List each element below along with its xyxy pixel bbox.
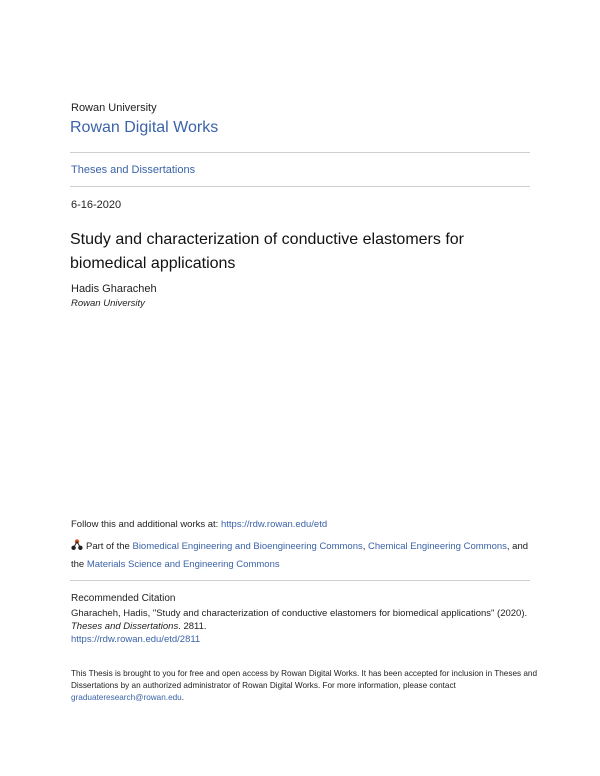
part-of-commons — [71, 539, 541, 573]
part-of-prefix: Part of the — [86, 541, 133, 552]
citation-body: Gharacheh, Hadis, "Study and characterization of conductive elastomers for biomedical applications" (2020). — [71, 608, 528, 619]
chemical-commons-link[interactable]: Chemical Engineering Commons — [368, 541, 507, 552]
separator: , and the — [71, 541, 529, 570]
collection-url-link[interactable]: https://rdw.rowan.edu/etd — [220, 519, 328, 530]
citation-text — [71, 607, 541, 646]
citation-series: Theses and Dissertations — [71, 621, 179, 632]
network-icon — [71, 539, 83, 557]
document-title: Study and characterization of conductive elastomers for biomedical applications — [70, 231, 464, 272]
separator: , — [362, 541, 369, 552]
divider — [70, 580, 530, 581]
notice-text: This Thesis is brought to you for free and open access by Rowan Digital Works. It has been accepted for inclusion in Theses and Dissertations by an authorized administrator of Rowan Digital Works. For more information, please contact — [71, 669, 538, 690]
follow-label: Follow this and additional works at: — [71, 519, 221, 530]
institution-name: Rowan University — [71, 102, 157, 114]
divider — [70, 186, 530, 187]
author-name: Hadis Gharacheh — [71, 283, 157, 295]
follow-line — [71, 519, 327, 530]
citation-heading: Recommended Citation — [71, 593, 176, 604]
repository-link[interactable]: Rowan Digital Works — [70, 119, 219, 136]
contact-email-link[interactable]: graduateresearch@rowan.edu — [71, 693, 182, 702]
divider — [70, 152, 530, 153]
access-notice — [71, 668, 541, 704]
biomedical-commons-link[interactable]: Biomedical Engineering and Bioengineering Commons — [132, 541, 363, 552]
citation-link[interactable]: https://rdw.rowan.edu/etd/2811 — [71, 634, 201, 645]
publication-date: 6-16-2020 — [71, 199, 122, 211]
notice-end: . — [181, 693, 185, 702]
materials-commons-link[interactable]: Materials Science and Engineering Commons — [86, 559, 280, 570]
author-affiliation: Rowan University — [71, 298, 145, 309]
citation-number: . 2811. — [178, 621, 207, 632]
collection-link[interactable]: Theses and Dissertations — [71, 164, 196, 176]
